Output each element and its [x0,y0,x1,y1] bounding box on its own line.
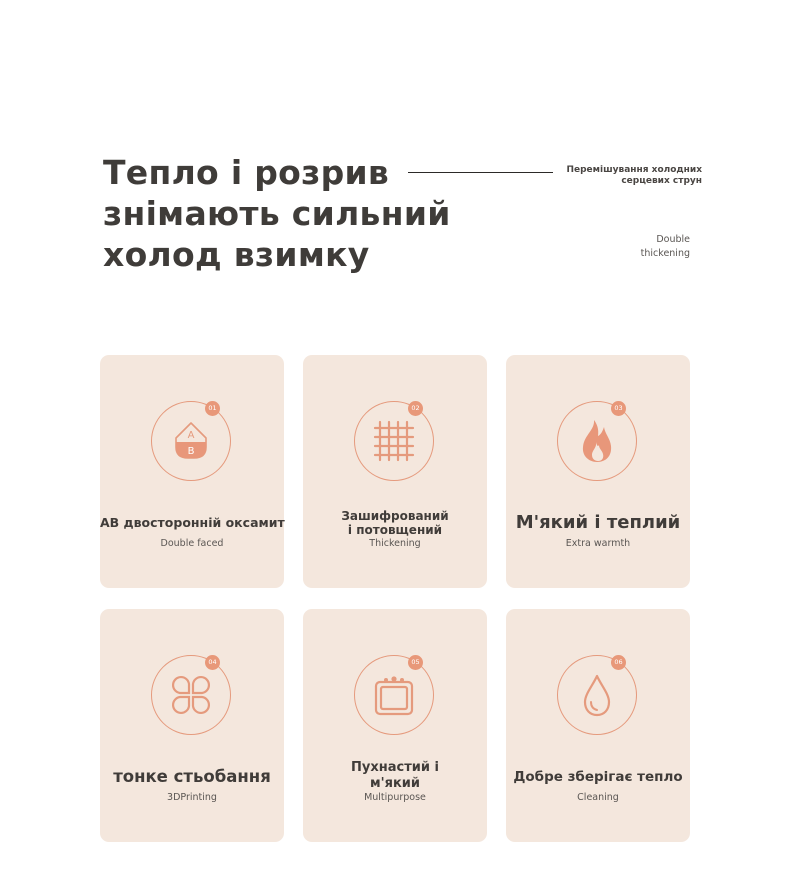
subtagline [590,233,690,260]
feature-subtitle: Double faced [160,538,224,549]
feature-card-5 [303,609,487,842]
feature-title: Зашифрований і потовщений [341,509,449,537]
feature-title: тонке стьобання [113,767,271,786]
ab-diamond-icon [166,416,216,466]
feature-subtitle: Thickening [369,538,421,549]
svg-text:A: A [187,430,195,441]
svg-text:B: B [187,446,195,457]
feature-number: 05 [408,655,423,670]
subtag-line: thickening [640,247,690,259]
feature-number: 06 [611,655,626,670]
feature-subtitle: Multipurpose [364,792,426,803]
tagline [532,165,702,187]
headline [103,152,463,275]
feature-subtitle: Cleaning [577,792,619,803]
tagline-line: Перемішування холодних [566,165,702,175]
headline-line: Тепло і розрив [103,153,390,192]
feature-title: АВ двосторонній оксамит [100,515,285,530]
feature-number: 01 [205,401,220,416]
feature-title: Добре зберігає тепло [513,769,683,785]
feature-number: 04 [205,655,220,670]
feature-number: 02 [408,401,423,416]
feature-subtitle: 3DPrinting [167,792,217,803]
flame-icon [572,416,622,466]
feature-card-1 [100,355,284,588]
feature-card-2 [303,355,487,588]
clover-icon [166,670,216,720]
headline-line: знімають сильний [103,194,451,233]
feature-number: 03 [611,401,626,416]
subtag-line: Double [656,234,690,245]
feature-title: М'який і теплий [515,512,681,533]
feature-title: Пухнастий і м'який [351,760,439,791]
headline-line: холод взимку [103,235,370,274]
feature-card-3 [506,355,690,588]
feature-card-6 [506,609,690,842]
feature-subtitle: Extra warmth [565,538,631,549]
tagline-line: серцевих струн [621,176,702,186]
water-drop-icon [572,670,622,720]
pillow-icon [369,670,419,720]
quilt-grid-icon [369,416,419,466]
feature-card-4 [100,609,284,842]
